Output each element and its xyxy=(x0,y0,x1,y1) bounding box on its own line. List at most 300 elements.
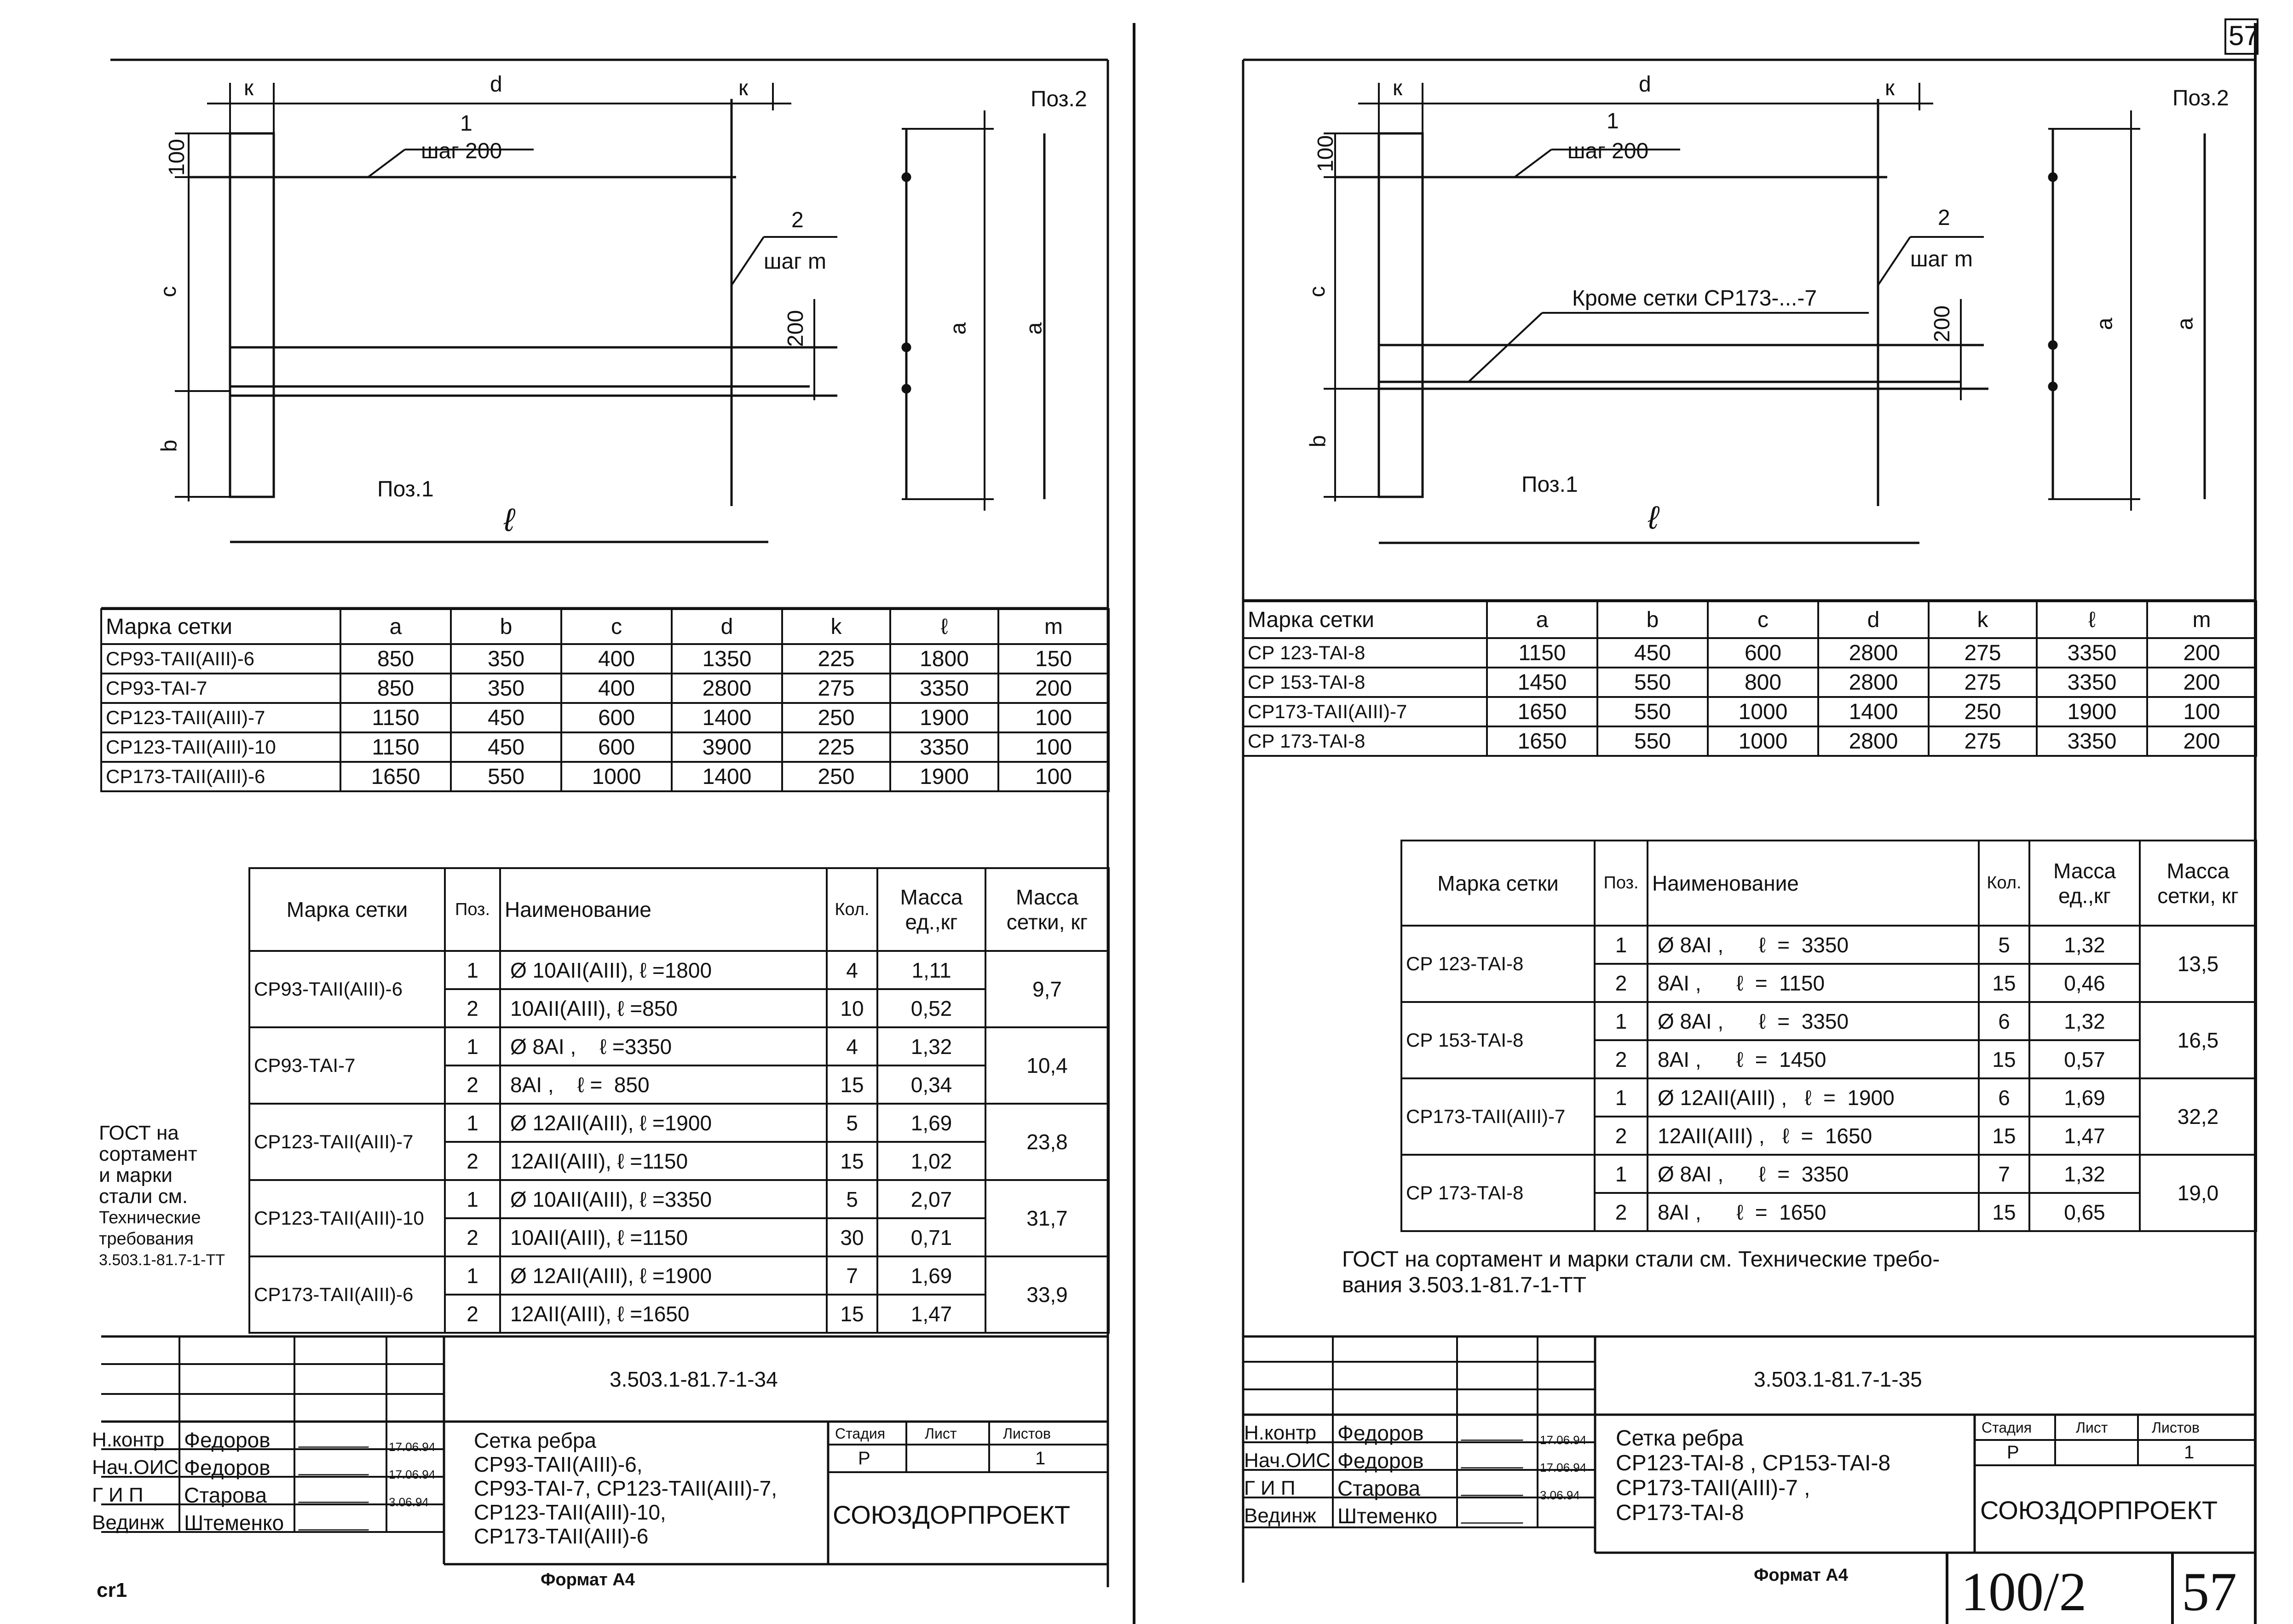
stamp-date: 3.06.94 xyxy=(389,1495,429,1509)
table-cell: 1150 xyxy=(340,703,451,732)
table-cell: 1400 xyxy=(672,703,782,732)
table-cell: 3350 xyxy=(890,674,998,703)
table-header: Поз. xyxy=(1595,841,1648,926)
table-header: m xyxy=(2147,601,2256,638)
pos-1-label: 1 xyxy=(1607,109,1619,133)
table-header: Масса ед.,кг xyxy=(2029,841,2140,926)
dim-k-label: к xyxy=(244,76,253,100)
note-line: ГОСТ на xyxy=(99,1122,179,1144)
note-line: сортамент xyxy=(99,1143,197,1165)
stamp-role: Вединж xyxy=(92,1511,164,1534)
stage-value: Р xyxy=(2007,1442,2019,1463)
stamp-dates xyxy=(1540,1426,1586,1509)
table-cell: 400 xyxy=(561,674,672,703)
table-cell: 3350 xyxy=(2037,638,2147,668)
pos-2-label: 2 xyxy=(1938,206,1950,230)
table-cell: Ø 8АI , ℓ = 3350 xyxy=(1648,926,1979,964)
table-cell: 100 xyxy=(998,703,1109,732)
table-cell: 2 xyxy=(445,989,500,1027)
signature xyxy=(298,1457,375,1475)
step-label: шаг m xyxy=(1910,247,1973,271)
table-cell: СР93-ТАII(АIII)-6 xyxy=(101,644,340,674)
stamp-dates xyxy=(389,1433,435,1516)
table-cell: 1,11 xyxy=(877,951,985,989)
table-header: b xyxy=(451,609,561,644)
step-label: шаг m xyxy=(764,249,827,274)
table-header: m xyxy=(998,609,1109,644)
table-header: k xyxy=(1929,601,2037,638)
table-cell: 275 xyxy=(782,674,890,703)
table-header: c xyxy=(561,609,672,644)
table-cell: Ø 12АII(АIII), ℓ =1900 xyxy=(500,1104,827,1142)
table-cell: 225 xyxy=(782,644,890,674)
table-cell: 1 xyxy=(1595,1078,1648,1117)
stamp-name: Старова xyxy=(184,1483,267,1507)
stamp-roles xyxy=(1244,1419,1331,1530)
table-cell: 1,47 xyxy=(877,1295,985,1333)
table-header: c xyxy=(1708,601,1818,638)
stamp-role: Вединж xyxy=(1244,1504,1316,1527)
table-cell: 0,34 xyxy=(877,1065,985,1104)
stamp-title-line: СР173-ТАI-8 xyxy=(1616,1501,1744,1525)
sheet-header: Лист xyxy=(2076,1419,2108,1436)
pos2-caption: Поз.2 xyxy=(1031,87,1087,111)
table-header: Наименование xyxy=(500,868,827,951)
table-cell: 1000 xyxy=(561,762,672,791)
format-label: Формат А4 xyxy=(1754,1566,1848,1585)
table-cell: 10АII(АIII), ℓ =850 xyxy=(500,989,827,1027)
table-row xyxy=(249,1256,1109,1295)
stamp-name: Федоров xyxy=(184,1456,271,1480)
table-cell: 2 xyxy=(445,1142,500,1180)
table-cell: 3900 xyxy=(672,732,782,762)
table-row xyxy=(1243,726,2256,756)
stamp-name: Федоров xyxy=(184,1428,271,1452)
table-cell: 1650 xyxy=(340,762,451,791)
table-cell: Ø 10АII(АIII), ℓ =1800 xyxy=(500,951,827,989)
table-cell: 12АII(АIII), ℓ =1650 xyxy=(500,1295,827,1333)
table-cell: 200 xyxy=(2147,668,2256,697)
table-cell: 1,32 xyxy=(2029,1155,2140,1193)
table-cell: СР123-ТАII(АIII)-10 xyxy=(101,732,340,762)
table-row xyxy=(101,762,1109,791)
table-cell: 10 xyxy=(827,989,877,1027)
stamp-title xyxy=(474,1428,777,1548)
table-row xyxy=(1243,668,2256,697)
table-cell: 1,47 xyxy=(2029,1117,2140,1155)
stamp-role: Нач.ОИС xyxy=(1244,1449,1331,1472)
table-cell: 225 xyxy=(782,732,890,762)
table-cell: 10АII(АIII), ℓ =1150 xyxy=(500,1218,827,1256)
table-row xyxy=(101,644,1109,674)
pos-1-label: 1 xyxy=(460,111,472,136)
stamp-title xyxy=(1616,1426,1890,1526)
dim-100-label: 100 xyxy=(1314,135,1338,173)
table-cell: 12АII(АIII) , ℓ = 1650 xyxy=(1648,1117,1979,1155)
stamp-title-line: СР123-ТАII(АIII)-10, xyxy=(474,1500,666,1524)
exception-note: Кроме сетки СР173-...-7 xyxy=(1572,286,1817,311)
table-cell: 2 xyxy=(445,1218,500,1256)
dim-c-label: c xyxy=(156,286,181,297)
table-cell: СР93-ТАI-7 xyxy=(101,674,340,703)
album-page: 57 xyxy=(2182,1561,2237,1622)
stamp-name: Штеменко xyxy=(184,1511,284,1535)
table-cell: 1,69 xyxy=(877,1256,985,1295)
table-cell: 1,69 xyxy=(877,1104,985,1142)
pos1-caption: Поз.1 xyxy=(1521,472,1578,497)
pos1-caption: Поз.1 xyxy=(377,477,434,501)
table-cell: 550 xyxy=(451,762,561,791)
mesh-mark-cell: СР 123-ТАI-8 xyxy=(1401,926,1595,1002)
stamp-date: 17.06.94 xyxy=(389,1440,436,1454)
signature xyxy=(1461,1478,1529,1496)
dimensions-table xyxy=(1242,600,2257,757)
table-cell: 150 xyxy=(998,644,1109,674)
dim-200-label: 200 xyxy=(1930,305,1955,343)
table-cell: 850 xyxy=(340,674,451,703)
table-cell: Ø 10АII(АIII), ℓ =3350 xyxy=(500,1180,827,1218)
table-cell: 3350 xyxy=(2037,668,2147,697)
stamp-date: 17.06.94 xyxy=(1540,1433,1587,1447)
table-cell: 200 xyxy=(2147,726,2256,756)
dim-a-label: a xyxy=(946,322,971,335)
table-row xyxy=(1243,697,2256,726)
sheets-value: 1 xyxy=(1035,1448,1046,1469)
table-cell: 350 xyxy=(451,674,561,703)
table-cell: 1150 xyxy=(1487,638,1597,668)
table-cell: 200 xyxy=(998,674,1109,703)
table-cell: 1 xyxy=(445,951,500,989)
mesh-mark-cell: СР93-ТАI-7 xyxy=(249,1027,445,1104)
table-header: a xyxy=(1487,601,1597,638)
step-label: шаг 200 xyxy=(421,139,502,163)
table-header: Масса сетки, кг xyxy=(985,868,1109,951)
table-cell: 2800 xyxy=(1818,726,1929,756)
page-number: 57 xyxy=(2229,20,2259,51)
doc-code: 3.503.1-81.7-1-34 xyxy=(610,1367,778,1391)
format-label: Формат А4 xyxy=(541,1570,635,1589)
table-header: Марка сетки xyxy=(1401,841,1595,926)
dim-l-label: ℓ xyxy=(504,502,514,538)
table-cell: 600 xyxy=(1708,638,1818,668)
table-cell: 7 xyxy=(1979,1155,2029,1193)
table-cell: 1,02 xyxy=(877,1142,985,1180)
table-header: d xyxy=(1818,601,1929,638)
table-cell: 15 xyxy=(1979,1117,2029,1155)
stamp-signatures xyxy=(1464,1423,1533,1533)
table-header: Кол. xyxy=(1979,841,2029,926)
note-line: ГОСТ на сортамент и марки стали см. Технические требо- xyxy=(1342,1247,1940,1272)
table-cell: 2,07 xyxy=(877,1180,985,1218)
table-cell: 8АI , ℓ = 1150 xyxy=(1648,964,1979,1002)
table-cell: 1,32 xyxy=(2029,1002,2140,1040)
stamp-name: Федоров xyxy=(1337,1449,1424,1473)
table-row xyxy=(249,1027,1109,1065)
table-cell: 850 xyxy=(340,644,451,674)
stamp-title-line: СР123-ТАI-8 , СР153-ТАI-8 xyxy=(1616,1451,1891,1475)
dim-l-label: ℓ xyxy=(1648,500,1659,536)
table-cell: 4 xyxy=(827,1027,877,1065)
signature xyxy=(298,1485,375,1503)
note-line: и марки xyxy=(99,1164,173,1186)
table-cell: 1150 xyxy=(340,732,451,762)
stamp-role: Г И П xyxy=(92,1484,144,1506)
right-frame-and-drawing xyxy=(1146,0,2293,1624)
table-cell: СР 123-ТАI-8 xyxy=(1243,638,1487,668)
stamp-title-line: СР173-ТАII(АIII)-7 , xyxy=(1616,1476,1810,1500)
table-cell: 1900 xyxy=(890,703,998,732)
mesh-mass-cell: 13,5 xyxy=(2140,926,2256,1002)
sheets-header: Листов xyxy=(1003,1425,1051,1442)
stamp-date: 17.06.94 xyxy=(1540,1461,1587,1474)
table-cell: 550 xyxy=(1597,668,1708,697)
table-cell: 0,65 xyxy=(2029,1193,2140,1231)
dim-d-label: d xyxy=(490,72,502,97)
dim-k-label: к xyxy=(1393,76,1402,100)
stamp-date: 3.06.94 xyxy=(1540,1488,1580,1502)
table-cell: 1400 xyxy=(1818,697,1929,726)
mesh-mass-cell: 10,4 xyxy=(985,1027,1109,1104)
mesh-mass-cell: 16,5 xyxy=(2140,1002,2256,1078)
table-cell: 450 xyxy=(451,732,561,762)
dim-200-label: 200 xyxy=(784,310,808,347)
note-line: требования xyxy=(99,1229,194,1249)
stage-header: Стадия xyxy=(1982,1419,2032,1436)
table-row xyxy=(249,1180,1109,1218)
dim-b-label: b xyxy=(1306,435,1331,448)
mesh-mass-cell: 33,9 xyxy=(985,1256,1109,1333)
note-line: 3.503.1-81.7-1-ТТ xyxy=(99,1251,225,1269)
table-cell: 0,71 xyxy=(877,1218,985,1256)
organization: СОЮЗДОРПРОЕКТ xyxy=(1980,1496,2218,1525)
table-cell: СР173-ТАII(АIII)-6 xyxy=(101,762,340,791)
table-cell: 5 xyxy=(827,1180,877,1218)
stage-value: Р xyxy=(858,1448,870,1469)
dim-d-label: d xyxy=(1639,72,1651,97)
table-header: Марка сетки xyxy=(249,868,445,951)
pos-2-label: 2 xyxy=(791,208,804,232)
table-row xyxy=(1401,1078,2256,1117)
organization: СОЮЗДОРПРОЕКТ xyxy=(833,1500,1071,1529)
table-cell: 0,46 xyxy=(2029,964,2140,1002)
table-row xyxy=(1401,1155,2256,1193)
gost-note xyxy=(99,1123,225,1271)
mesh-mass-cell: 9,7 xyxy=(985,951,1109,1027)
table-cell: Ø 8АI , ℓ = 3350 xyxy=(1648,1155,1979,1193)
stamp-title-line: Сетка ребра xyxy=(474,1428,597,1452)
table-row xyxy=(101,732,1109,762)
table-cell: 30 xyxy=(827,1218,877,1256)
table-cell: 1,32 xyxy=(2029,926,2140,964)
signature xyxy=(1461,1451,1529,1469)
table-cell: 1350 xyxy=(672,644,782,674)
dim-a-label: a xyxy=(2092,317,2117,330)
table-row xyxy=(1243,638,2256,668)
table-cell: 1400 xyxy=(672,762,782,791)
table-cell: 100 xyxy=(998,762,1109,791)
table-header: Масса сетки, кг xyxy=(2140,841,2256,926)
sheet-header: Лист xyxy=(925,1425,957,1442)
table-cell: 15 xyxy=(1979,1040,2029,1078)
dim-k-label: к xyxy=(1885,76,1895,100)
table-cell: 2 xyxy=(1595,1117,1648,1155)
table-header: k xyxy=(782,609,890,644)
table-cell: 1 xyxy=(445,1104,500,1142)
dim-c-label: c xyxy=(1305,286,1330,297)
dim-a-label: a xyxy=(1022,322,1047,335)
signature xyxy=(1461,1423,1529,1441)
table-cell: Ø 12АII(АIII) , ℓ = 1900 xyxy=(1648,1078,1979,1117)
table-cell: 200 xyxy=(2147,638,2256,668)
table-cell: 4 xyxy=(827,951,877,989)
table-cell: 15 xyxy=(827,1295,877,1333)
table-cell: 1650 xyxy=(1487,726,1597,756)
corner-mark: cr1 xyxy=(97,1579,127,1601)
table-header: Поз. xyxy=(445,868,500,951)
table-cell: 6 xyxy=(1979,1078,2029,1117)
table-cell: 0,52 xyxy=(877,989,985,1027)
note-line: вания 3.503.1-81.7-1-ТТ xyxy=(1342,1273,1587,1297)
mesh-mark-cell: СР 153-ТАI-8 xyxy=(1401,1002,1595,1078)
table-cell: 1900 xyxy=(2037,697,2147,726)
table-header: Марка сетки xyxy=(101,609,340,644)
table-cell: 15 xyxy=(827,1065,877,1104)
stamp-date: 17.06.94 xyxy=(389,1468,436,1481)
table-cell: 8АI , ℓ = 850 xyxy=(500,1065,827,1104)
table-cell: Ø 12АII(АIII), ℓ =1900 xyxy=(500,1256,827,1295)
table-cell: 450 xyxy=(1597,638,1708,668)
mesh-mark-cell: СР123-ТАII(АIII)-7 xyxy=(249,1104,445,1180)
table-cell: 12АII(АIII), ℓ =1150 xyxy=(500,1142,827,1180)
table-cell: 15 xyxy=(1979,964,2029,1002)
table-header: b xyxy=(1597,601,1708,638)
table-cell: 100 xyxy=(998,732,1109,762)
stamp-name: Старова xyxy=(1337,1476,1421,1500)
table-header: Наименование xyxy=(1648,841,1979,926)
stamp-role: Нач.ОИС xyxy=(92,1456,179,1479)
table-cell: 1450 xyxy=(1487,668,1597,697)
table-row xyxy=(1401,926,2256,964)
specification-table xyxy=(1400,840,2257,1232)
stamp-role: Г И П xyxy=(1244,1477,1296,1499)
table-header: ℓ xyxy=(890,609,998,644)
table-cell: 250 xyxy=(782,703,890,732)
table-cell: 8АI , ℓ = 1450 xyxy=(1648,1040,1979,1078)
table-header: a xyxy=(340,609,451,644)
table-cell: 1000 xyxy=(1708,697,1818,726)
table-cell: 350 xyxy=(451,644,561,674)
table-header: Масса ед.,кг xyxy=(877,868,985,951)
stamp-title-line: СР93-ТАI-7, СР123-ТАII(АIII)-7, xyxy=(474,1476,778,1500)
table-cell: 1 xyxy=(445,1180,500,1218)
stamp-signatures xyxy=(301,1430,380,1540)
table-cell: 2 xyxy=(1595,1040,1648,1078)
table-cell: 600 xyxy=(561,732,672,762)
table-cell: 1,32 xyxy=(877,1027,985,1065)
table-cell: 250 xyxy=(1929,697,2037,726)
table-cell: 0,57 xyxy=(2029,1040,2140,1078)
gost-note xyxy=(1342,1247,1940,1298)
signature xyxy=(1461,1506,1529,1524)
left-frame-and-drawing xyxy=(0,0,1146,1624)
album-number: 100/2 xyxy=(1961,1561,2087,1622)
table-cell: 1900 xyxy=(890,762,998,791)
dim-100-label: 100 xyxy=(165,138,190,176)
stamp-title-line: Сетка ребра xyxy=(1616,1426,1744,1451)
table-row xyxy=(1401,1002,2256,1040)
mesh-mark-cell: СР173-ТАII(АIII)-6 xyxy=(249,1256,445,1333)
stamp-name: Штеменко xyxy=(1337,1504,1438,1528)
table-cell: СР123-ТАII(АIII)-7 xyxy=(101,703,340,732)
table-cell: 550 xyxy=(1597,726,1708,756)
dim-b-label: b xyxy=(157,439,182,452)
signature xyxy=(298,1513,375,1531)
mesh-mass-cell: 32,2 xyxy=(2140,1078,2256,1155)
table-cell: 550 xyxy=(1597,697,1708,726)
table-cell: 3350 xyxy=(890,732,998,762)
table-cell: 1 xyxy=(445,1027,500,1065)
table-cell: СР 153-ТАI-8 xyxy=(1243,668,1487,697)
table-cell: 1 xyxy=(1595,1002,1648,1040)
stamp-title-line: СР93-ТАII(АIII)-6, xyxy=(474,1452,643,1476)
table-cell: 2 xyxy=(445,1065,500,1104)
table-cell: 250 xyxy=(782,762,890,791)
specification-table xyxy=(248,867,1110,1334)
table-header: Кол. xyxy=(827,868,877,951)
sheets-header: Листов xyxy=(2152,1419,2200,1436)
table-cell: 15 xyxy=(827,1142,877,1180)
table-row xyxy=(101,674,1109,703)
table-cell: 275 xyxy=(1929,638,2037,668)
pos2-caption: Поз.2 xyxy=(2172,86,2229,110)
table-cell: 2 xyxy=(445,1295,500,1333)
table-cell: 1 xyxy=(445,1256,500,1295)
table-cell: 800 xyxy=(1708,668,1818,697)
mesh-mark-cell: СР 173-ТАI-8 xyxy=(1401,1155,1595,1231)
table-cell: 1000 xyxy=(1708,726,1818,756)
note-line: Технические xyxy=(99,1208,201,1227)
note-line: стали см. xyxy=(99,1185,188,1208)
sheet-right xyxy=(1146,0,2293,1624)
doc-code: 3.503.1-81.7-1-35 xyxy=(1754,1367,1922,1391)
table-cell: 6 xyxy=(1979,1002,2029,1040)
stamp-names xyxy=(1337,1419,1437,1530)
table-cell: 1800 xyxy=(890,644,998,674)
stage-header: Стадия xyxy=(835,1425,886,1442)
table-cell: 8АI , ℓ = 1650 xyxy=(1648,1193,1979,1231)
signature xyxy=(298,1430,375,1448)
table-row xyxy=(249,1104,1109,1142)
table-cell: 275 xyxy=(1929,726,2037,756)
sheets-value: 1 xyxy=(2184,1442,2195,1463)
table-cell: 2 xyxy=(1595,964,1648,1002)
table-cell: 400 xyxy=(561,644,672,674)
stamp-role: Н.контр xyxy=(1244,1422,1317,1444)
mesh-mass-cell: 31,7 xyxy=(985,1180,1109,1256)
mesh-mass-cell: 19,0 xyxy=(2140,1155,2256,1231)
table-cell: 15 xyxy=(1979,1193,2029,1231)
table-cell: 600 xyxy=(561,703,672,732)
table-cell: 1,69 xyxy=(2029,1078,2140,1117)
table-cell: СР173-ТАII(АIII)-7 xyxy=(1243,697,1487,726)
stamp-names xyxy=(184,1426,284,1537)
table-cell: 1 xyxy=(1595,1155,1648,1193)
table-cell: СР 173-ТАI-8 xyxy=(1243,726,1487,756)
table-cell: 1650 xyxy=(1487,697,1597,726)
table-cell: 5 xyxy=(1979,926,2029,964)
table-cell: 5 xyxy=(827,1104,877,1142)
table-cell: 3350 xyxy=(2037,726,2147,756)
